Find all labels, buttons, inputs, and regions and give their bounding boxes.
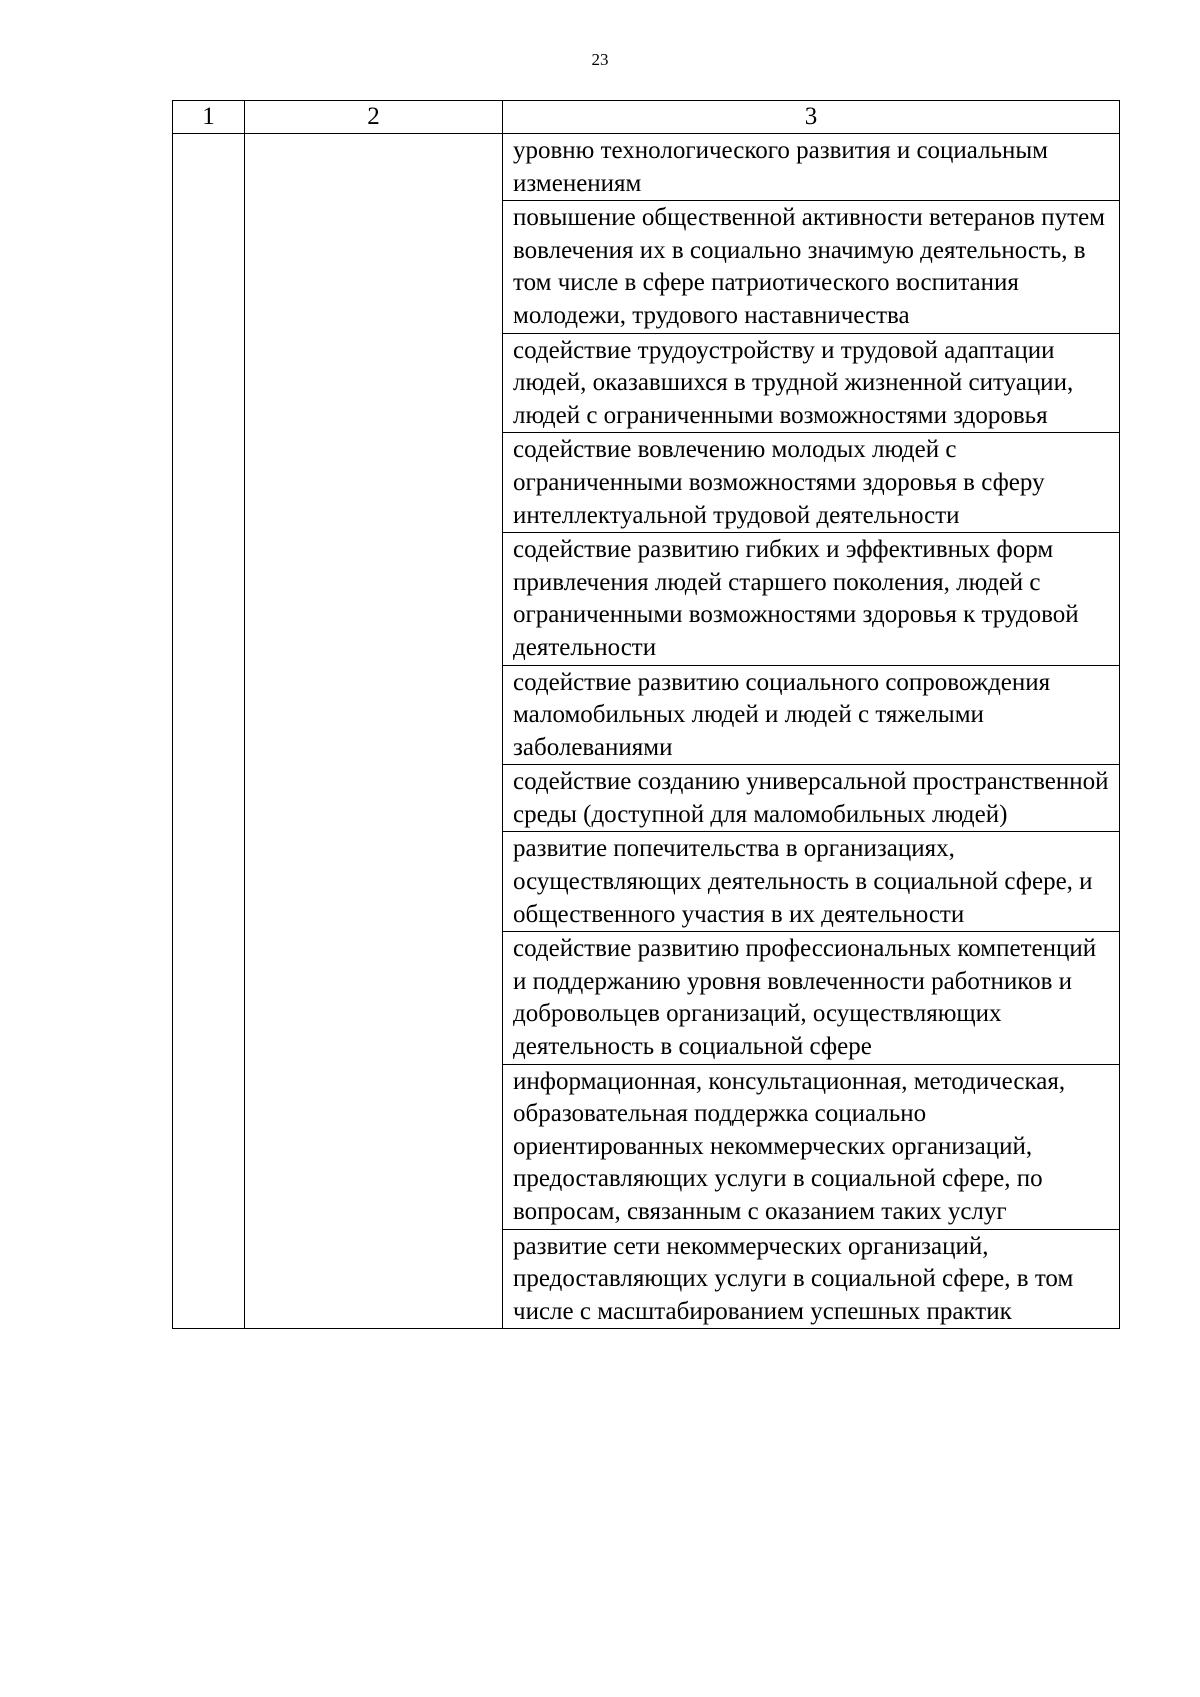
table-item: повышение общественной активности ветеранов путем вовлечения их в социально значимую деятельность, в том числе в сфере патриотического воспитания молодежи, трудового наставничества — [503, 201, 1120, 333]
table-item: информационная, консультационная, методическая, образовательная поддержка социально ориентированных некоммерческих организаций, предоставляющих услуги в социальной сфере, по вопросам, связанным с оказанием таких услуг — [503, 1064, 1120, 1229]
table-header-row — [173, 101, 1120, 134]
table-item: содействие развитию гибких и эффективных форм привлечения людей старшего поколения, людей с ограниченными возможностями здоровья к трудовой деятельности — [503, 533, 1120, 665]
table-item: развитие сети некоммерческих организаций, предоставляющих услуги в социальной сфере, в том числе с масштабированием успешных практик — [503, 1229, 1120, 1329]
column-header-1: 1 — [173, 101, 245, 134]
table-item: содействие созданию универсальной пространственной среды (доступной для маломобильных людей) — [503, 765, 1120, 832]
table-item: содействие развитию социального сопровождения маломобильных людей и людей с тяжелыми заболеваниями — [503, 665, 1120, 765]
column-header-3: 3 — [503, 101, 1120, 134]
table-item: содействие вовлечению молодых людей с ограниченными возможностями здоровья в сферу интеллектуальной трудовой деятельности — [503, 433, 1120, 533]
document-table — [172, 100, 1120, 1329]
table-row — [173, 134, 1120, 201]
table-item: уровню технологического развития и социальным изменениям — [503, 134, 1120, 201]
column-header-2: 2 — [245, 101, 503, 134]
page-number: 23 — [591, 50, 609, 69]
column-1-empty-cell — [173, 134, 245, 1329]
table-item: развитие попечительства в организациях, осуществляющих деятельность в социальной сфере, и общественного участия в их деятельности — [503, 832, 1120, 932]
table-item: содействие трудоустройству и трудовой адаптации людей, оказавшихся в трудной жизненной ситуации, людей с ограниченными возможностями здоровья — [503, 333, 1120, 433]
table-item: содействие развитию профессиональных компетенций и поддержанию уровня вовлеченности работников и добровольцев организаций, осуществляющих деятельность в социальной сфере — [503, 932, 1120, 1064]
column-2-empty-cell — [245, 134, 503, 1329]
